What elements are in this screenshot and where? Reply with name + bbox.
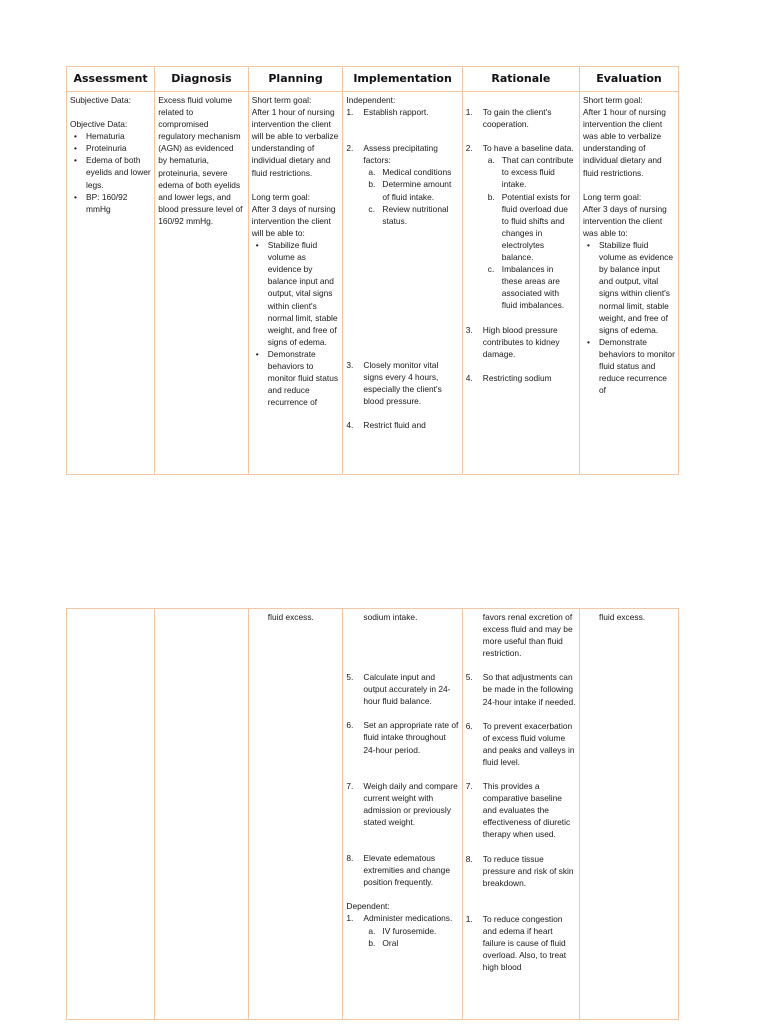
sub-list-item: b. Determine amount of fluid intake.	[368, 179, 452, 202]
list-item: 8. To reduce tissue pressure and risk of skin breakdown.	[465, 853, 574, 888]
intervention-text: Assess precipitating factors:	[363, 143, 438, 166]
list-item: 2. To have a baseline data.	[465, 143, 574, 154]
planning-cell	[248, 92, 343, 475]
short-goal-text: After 1 hour of nursing intervention the client was able to verbalize understanding of individual dietary and fluid restrictions.	[583, 107, 666, 178]
intervention-text: Weigh daily and compare current weight with admission or previously stated weight.	[363, 780, 458, 827]
list-item: 1. Administer medications.	[346, 913, 453, 924]
subjective-label: Subjective Data:	[70, 95, 131, 105]
short-goal-label: Short term goal:	[583, 95, 643, 105]
intervention-text: Closely monitor vital signs every 4 hours, especially the client's blood pressure.	[363, 359, 442, 407]
intervention-text: Administer medications.	[363, 913, 453, 924]
long-goal-label: Long term goal:	[251, 191, 310, 202]
diagnosis-cell	[155, 609, 249, 1020]
list-item: 3. Closely monitor vital signs every 4 hours, especially the client's blood pressure.	[346, 359, 442, 407]
diagnosis-text: Excess fluid volume related to compromised regulatory mechanism (AGN) as evidenced by hematuria, proteinuria, severe edema of both eyelids and lower legs, and blood pressure level of 160/92 mmHg.	[158, 95, 243, 226]
planning-cell	[248, 609, 343, 1020]
list-item: • Stabilize fluid volume as evidence by balance input and output, vital signs within client's normal limit, stable weight, and free of signs of edema.	[583, 239, 675, 336]
rationale-text: To prevent exacerbation of excess fluid volume and peaks and valleys in fluid level.	[482, 720, 575, 767]
intervention-text: Set an appropriate rate of fluid intake throughout 24-hour period.	[363, 720, 459, 755]
list-item: • Edema of both eyelids and lower legs.	[70, 154, 151, 190]
header-assessment: Assessment	[67, 67, 155, 92]
list-item: • Demonstrate behaviors to monitor fluid status and reduce recurrence of	[583, 336, 675, 396]
intervention-continuation: sodium intake.	[363, 612, 418, 622]
list-item: • Demonstrate behaviors to monitor fluid status and reduce recurrence of	[252, 348, 340, 408]
header-planning: Planning	[248, 67, 343, 92]
list-item: • BP: 160/92 mmHg	[70, 191, 151, 215]
long-goal-label: Long term goal:	[583, 191, 642, 202]
rationale-text: This provides a comparative baseline and evaluates the effectiveness of diuretic therapy when used.	[482, 781, 571, 840]
intervention-text: Establish rapport.	[363, 107, 429, 118]
implementation-cell	[343, 609, 462, 1020]
list-item: 1. To reduce congestion and edema if heart failure is cause of fluid overload. Also, to treat high blood	[465, 913, 567, 973]
implementation-cell	[343, 92, 462, 475]
sub-list-item: c. Review nutritional status.	[368, 203, 449, 226]
sub-list-item: a. IV furosemide.	[368, 925, 437, 936]
long-goal-text: After 3 days of nursing intervention the client was able to:	[583, 203, 667, 238]
rationale-text: So that adjustments can be made in the following 24-hour intake if needed.	[482, 672, 576, 707]
header-row	[67, 67, 679, 92]
header-rationale: Rationale	[462, 67, 579, 92]
header-implementation: Implementation	[343, 67, 462, 92]
evaluation-cell	[580, 92, 679, 475]
list-item: 2. Assess precipitating factors:	[346, 143, 438, 166]
objective-list	[70, 130, 151, 215]
evaluation-continuation: fluid excess.	[599, 612, 646, 622]
dependent-label: Dependent:	[346, 901, 390, 912]
list-item: 4. Restricting sodium	[465, 372, 552, 383]
sub-list-item: b. Oral	[368, 937, 399, 948]
header-diagnosis: Diagnosis	[155, 67, 249, 92]
objective-label: Objective Data:	[70, 119, 128, 130]
intervention-text: Elevate edematous extremities and change position frequently.	[363, 853, 450, 888]
sub-list-item: c. Imbalances in these areas are associated with fluid imbalances.	[487, 264, 565, 311]
list-item: 7. This provides a comparative baseline and evaluates the effectiveness of diuretic therapy when used.	[465, 781, 571, 840]
goal-list	[252, 239, 340, 408]
header-evaluation: Evaluation	[580, 67, 679, 92]
goal-list	[583, 239, 675, 396]
care-plan-table-page-1	[66, 66, 679, 475]
list-item: • Hematuria	[70, 130, 151, 142]
list-item: 1. Establish rapport.	[346, 107, 429, 118]
list-item: 5. Calculate input and output accurately in 24-hour fluid balance.	[346, 672, 451, 707]
list-item: 6. To prevent exacerbation of excess fluid volume and peaks and valleys in fluid level.	[465, 720, 575, 767]
short-goal-text: After 1 hour of nursing intervention the client will be able to verbalize understanding of individual dietary and fluid restrictions.	[251, 107, 339, 178]
assessment-cell	[67, 92, 155, 475]
content-row	[67, 609, 679, 1020]
list-item: 8. Elevate edematous extremities and change position frequently.	[346, 853, 450, 888]
list-item: 6. Set an appropriate rate of fluid intake throughout 24-hour period.	[346, 720, 459, 755]
sub-list-item: a. Medical conditions	[368, 167, 452, 178]
sub-list-item: b. Potential exists for fluid overload due to fluid shifts and changes in electrolytes balance.	[487, 191, 571, 263]
list-item: 4. Restrict fluid and	[346, 420, 426, 431]
list-item: • Proteinuria	[70, 142, 151, 154]
evaluation-cell	[580, 609, 679, 1020]
independent-label: Independent:	[346, 95, 396, 105]
planning-continuation: fluid excess.	[267, 612, 314, 622]
rationale-text: To have a baseline data.	[482, 143, 574, 154]
long-goal-text: After 3 days of nursing intervention the client will be able to:	[251, 203, 336, 238]
care-plan-table-page-2	[66, 608, 679, 1020]
rationale-text: Restricting sodium	[482, 372, 552, 383]
assessment-cell	[67, 609, 155, 1020]
list-item: 5. So that adjustments can be made in the following 24-hour intake if needed.	[465, 672, 576, 707]
intervention-text: Calculate input and output accurately in 24-hour fluid balance.	[363, 672, 451, 707]
rationale-cell	[462, 609, 579, 1020]
list-item: • Stabilize fluid volume as evidence by balance input and output, vital signs within client's normal limit, stable weight, and free of signs of edema.	[252, 239, 340, 348]
intervention-text: Restrict fluid and	[363, 420, 426, 431]
rationale-text: High blood pressure contributes to kidney damage.	[482, 324, 560, 359]
rationale-text: To reduce tissue pressure and risk of skin breakdown.	[482, 853, 574, 888]
rationale-text: To gain the client's cooperation.	[482, 107, 552, 130]
short-goal-label: Short term goal:	[251, 95, 312, 105]
sub-list-item: a. That can contribute to excess fluid intake.	[487, 155, 574, 190]
list-item: 3. High blood pressure contributes to kidney damage.	[465, 324, 560, 359]
diagnosis-cell	[155, 92, 249, 475]
content-row	[67, 92, 679, 475]
list-item: 1. To gain the client's cooperation.	[465, 107, 552, 130]
rationale-text: To reduce congestion and edema if heart failure is cause of fluid overload. Also, to treat high blood	[482, 913, 567, 973]
rationale-continuation: favors renal excretion of excess fluid and may be more useful than fluid restriction.	[482, 612, 573, 659]
rationale-cell	[462, 92, 579, 475]
list-item: 7. Weigh daily and compare current weight with admission or previously stated weight.	[346, 780, 458, 827]
